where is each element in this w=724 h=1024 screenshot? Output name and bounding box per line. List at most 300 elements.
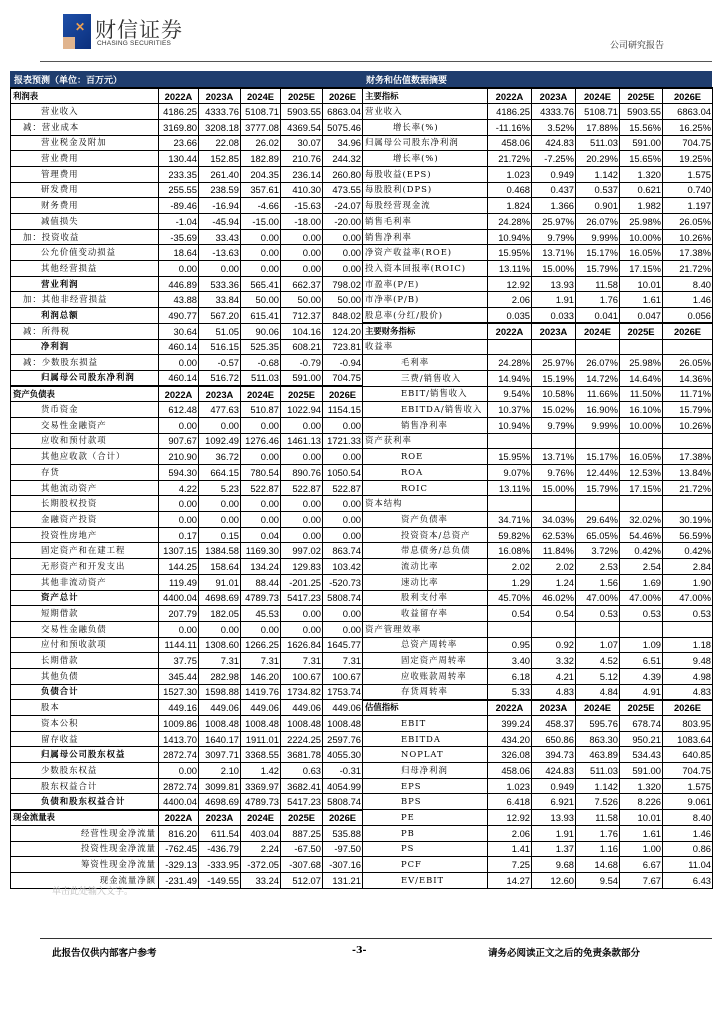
value-cell: 565.41	[241, 276, 281, 292]
value-cell: 1008.48	[199, 716, 241, 732]
value-cell: 16.90%	[576, 402, 620, 418]
table-row	[11, 747, 363, 763]
value-cell: 6.67	[620, 857, 663, 873]
row-label: 投资性现金净流量	[11, 841, 159, 857]
table-row	[363, 810, 713, 826]
row-label: 股利支付率	[363, 590, 488, 606]
row-label: 净资产收益率(ROE)	[363, 245, 488, 261]
value-cell: 511.03	[241, 370, 281, 386]
value-cell: -13.63	[199, 245, 241, 261]
row-label: 投资性房地产	[11, 527, 159, 543]
row-label: 投资资本/总资产	[363, 527, 488, 543]
row-label: 增长率(%)	[363, 119, 488, 135]
value-cell: 0.00	[281, 527, 323, 543]
value-cell: 10.01	[620, 276, 663, 292]
value-cell: 50.00	[281, 292, 323, 308]
value-cell: 1461.13	[281, 433, 323, 449]
value-cell: 24.28%	[488, 355, 532, 371]
row-label: 资产负债表	[11, 386, 159, 402]
value-cell: 91.01	[199, 574, 241, 590]
row-label: PE	[363, 810, 488, 826]
value-cell: 1.142	[576, 166, 620, 182]
value-cell: 62.53%	[532, 527, 576, 543]
row-label: 收益率	[363, 339, 488, 355]
value-cell: 2.06	[488, 292, 532, 308]
value-cell: 5903.55	[620, 104, 663, 120]
row-label: 投入资本回报率(ROIC)	[363, 261, 488, 277]
table-row	[363, 574, 713, 590]
row-label: 减：所得税	[11, 323, 159, 339]
row-label: 销售净利率	[363, 229, 488, 245]
value-cell: 0.00	[281, 245, 323, 261]
value-cell: 9.76%	[532, 465, 576, 481]
row-label: 速动比率	[363, 574, 488, 590]
row-label: 主要财务指标	[363, 323, 488, 339]
year-header-cell: 2026E	[323, 88, 363, 104]
table-row	[11, 700, 363, 716]
value-cell: 26.02	[241, 135, 281, 151]
value-cell: 65.05%	[576, 527, 620, 543]
value-cell: 446.89	[159, 276, 199, 292]
year-header-cell: 2024E	[241, 88, 281, 104]
table-row	[11, 543, 363, 559]
value-cell: 4400.04	[159, 590, 199, 606]
value-cell: 490.77	[159, 308, 199, 324]
value-cell: 0.00	[159, 763, 199, 779]
value-cell: 1.320	[620, 166, 663, 182]
value-cell: 144.25	[159, 559, 199, 575]
value-cell: 516.15	[199, 339, 241, 355]
value-cell: -372.05	[241, 857, 281, 873]
value-cell: 798.02	[323, 276, 363, 292]
value-cell: 1008.48	[241, 716, 281, 732]
table-row	[363, 355, 713, 371]
value-cell: 12.53%	[620, 465, 663, 481]
value-cell: 1.142	[576, 778, 620, 794]
value-cell: 1.16	[576, 841, 620, 857]
value-cell: 11.58	[576, 810, 620, 826]
table-row	[363, 119, 713, 135]
row-label: 货币资金	[11, 402, 159, 418]
value-cell: 14.27	[488, 872, 532, 888]
value-cell: 15.00%	[532, 480, 576, 496]
table-row	[11, 417, 363, 433]
row-label: 负债和股东权益合计	[11, 794, 159, 810]
value-cell: 210.76	[281, 151, 323, 167]
value-cell: 25.98%	[620, 355, 663, 371]
value-cell: 17.38%	[663, 245, 713, 261]
value-cell: 997.02	[281, 543, 323, 559]
value-cell: -18.00	[281, 214, 323, 230]
value-cell: 704.75	[663, 135, 713, 151]
row-label: 交易性金融资产	[11, 417, 159, 433]
row-label: 营业收入	[11, 104, 159, 120]
table-row	[363, 135, 713, 151]
value-cell: 30.07	[281, 135, 323, 151]
value-cell: 0.621	[620, 182, 663, 198]
table-row	[363, 151, 713, 167]
value-cell: 449.06	[199, 700, 241, 716]
row-label: 市盈率(P/E)	[363, 276, 488, 292]
table-row	[363, 104, 713, 120]
table-row	[363, 825, 713, 841]
year-header-cell: 2025E	[281, 810, 323, 826]
value-cell: 1.023	[488, 166, 532, 182]
value-cell: 11.84%	[532, 543, 576, 559]
row-label: 每股股利(DPS)	[363, 182, 488, 198]
placeholder-watermark: 单击此处输入文字。	[52, 887, 134, 897]
value-cell: 15.02%	[532, 402, 576, 418]
value-cell: 3.32	[532, 653, 576, 669]
value-cell: 104.16	[281, 323, 323, 339]
row-label: 归属母公司股东净利润	[363, 135, 488, 151]
row-label: 少数股东权益	[11, 763, 159, 779]
value-cell: 1753.74	[323, 684, 363, 700]
value-cell: 0.047	[620, 308, 663, 324]
year-header-cell: 2024E	[241, 810, 281, 826]
value-cell: 1.24	[532, 574, 576, 590]
footer-disclaimer-left: 此报告仅供内部客户参考	[52, 948, 157, 959]
value-cell: 0.00	[199, 621, 241, 637]
value-cell: 1169.30	[241, 543, 281, 559]
row-label: 筹资性现金净流量	[11, 857, 159, 873]
row-label: 金融资产投资	[11, 512, 159, 528]
value-cell: 863.30	[576, 731, 620, 747]
value-cell: 1.824	[488, 198, 532, 214]
value-cell: 848.02	[323, 308, 363, 324]
value-cell: 20.29%	[576, 151, 620, 167]
table-row	[363, 449, 713, 465]
row-label: 净利润	[11, 339, 159, 355]
value-cell: 0.15	[199, 527, 241, 543]
value-cell: 3681.78	[281, 747, 323, 763]
row-label: NOPLAT	[363, 747, 488, 763]
row-label: 资产获利率	[363, 433, 488, 449]
value-cell: 24.28%	[488, 214, 532, 230]
table-row	[11, 684, 363, 700]
value-cell: 5417.23	[281, 590, 323, 606]
table-row	[11, 590, 363, 606]
value-cell: 14.68	[576, 857, 620, 873]
value-cell: 21.72%	[663, 261, 713, 277]
value-cell: 0.42%	[620, 543, 663, 559]
row-label: 毛利率	[363, 355, 488, 371]
value-cell: 124.20	[323, 323, 363, 339]
value-cell: 0.54	[488, 606, 532, 622]
value-cell: 516.72	[199, 370, 241, 386]
year-header-cell: 2022A	[159, 386, 199, 402]
value-cell: -35.69	[159, 229, 199, 245]
value-cell: 0.00	[323, 229, 363, 245]
value-cell: 22.08	[199, 135, 241, 151]
value-cell: 0.00	[323, 606, 363, 622]
value-cell: 0.949	[532, 778, 576, 794]
value-cell: 152.85	[199, 151, 241, 167]
value-cell: 13.11%	[488, 480, 532, 496]
table-row	[363, 292, 713, 308]
table-row	[363, 339, 713, 355]
value-cell: 1022.94	[281, 402, 323, 418]
value-cell: 26.07%	[576, 355, 620, 371]
row-label: 增长率(%)	[363, 151, 488, 167]
value-cell: 863.74	[323, 543, 363, 559]
table-row	[363, 794, 713, 810]
value-cell: 662.37	[281, 276, 323, 292]
table-row	[11, 245, 363, 261]
value-cell: 15.19%	[532, 370, 576, 386]
value-cell: 15.00%	[532, 261, 576, 277]
value-cell: 6.51	[620, 653, 663, 669]
table-row	[363, 182, 713, 198]
table-row	[363, 527, 713, 543]
value-cell: -67.50	[281, 841, 323, 857]
table-row	[363, 480, 713, 496]
value-cell: 449.06	[281, 700, 323, 716]
value-cell: 4789.73	[241, 794, 281, 810]
value-cell	[488, 433, 532, 449]
value-cell: 16.25%	[663, 119, 713, 135]
value-cell: 0.00	[241, 229, 281, 245]
value-cell: -149.55	[199, 872, 241, 888]
row-label: EPS	[363, 778, 488, 794]
table-row	[11, 559, 363, 575]
row-label: EV/EBIT	[363, 872, 488, 888]
table-row	[11, 449, 363, 465]
value-cell: 1721.33	[323, 433, 363, 449]
value-cell: 14.72%	[576, 370, 620, 386]
value-cell: 1.09	[620, 637, 663, 653]
value-cell: 2.54	[620, 559, 663, 575]
value-cell: 5.12	[576, 668, 620, 684]
row-label: 利润总额	[11, 308, 159, 324]
table-row	[363, 841, 713, 857]
table-row	[363, 370, 713, 386]
value-cell: 567.20	[199, 308, 241, 324]
row-label: 加：投资收益	[11, 229, 159, 245]
row-label: 存货	[11, 465, 159, 481]
value-cell: 261.40	[199, 166, 241, 182]
value-cell: 9.79%	[532, 229, 576, 245]
value-cell: 255.55	[159, 182, 199, 198]
value-cell: 0.00	[241, 496, 281, 512]
value-cell: 2.53	[576, 559, 620, 575]
page-number: -3-	[352, 945, 367, 956]
value-cell: 16.05%	[620, 245, 663, 261]
value-cell: 473.55	[323, 182, 363, 198]
footer-disclaimer-right: 请务必阅读正文之后的免责条款部分	[488, 948, 641, 959]
table-row	[11, 857, 363, 873]
value-cell: 236.14	[281, 166, 323, 182]
value-cell: -762.45	[159, 841, 199, 857]
value-cell: 1.982	[620, 198, 663, 214]
value-cell: 1.320	[620, 778, 663, 794]
year-header-cell: 2022A	[159, 810, 199, 826]
value-cell: 424.83	[532, 763, 576, 779]
value-cell: 0.00	[159, 261, 199, 277]
table-row	[11, 119, 363, 135]
value-cell: 2597.76	[323, 731, 363, 747]
value-cell: 0.033	[532, 308, 576, 324]
table-row	[363, 543, 713, 559]
value-cell: 25.97%	[532, 355, 576, 371]
value-cell: 6.18	[488, 668, 532, 684]
value-cell: 611.54	[199, 825, 241, 841]
row-label: 营业税金及附加	[11, 135, 159, 151]
value-cell: 88.44	[241, 574, 281, 590]
table-row	[363, 465, 713, 481]
value-cell: 449.06	[323, 700, 363, 716]
value-cell: 158.64	[199, 559, 241, 575]
value-cell: 890.76	[281, 465, 323, 481]
value-cell: 0.00	[281, 606, 323, 622]
value-cell: 704.75	[663, 763, 713, 779]
value-cell: 434.20	[488, 731, 532, 747]
value-cell: 594.30	[159, 465, 199, 481]
value-cell	[620, 621, 663, 637]
value-cell: 12.44%	[576, 465, 620, 481]
value-cell: 3169.80	[159, 119, 199, 135]
forecast-table-title: 报表预测（单位：百万元）	[10, 71, 362, 87]
value-cell: -520.73	[323, 574, 363, 590]
value-cell: 10.94%	[488, 229, 532, 245]
table-row	[11, 621, 363, 637]
value-cell: 100.67	[281, 668, 323, 684]
value-cell: 4400.04	[159, 794, 199, 810]
value-cell: 5108.71	[241, 104, 281, 120]
value-cell: 3099.81	[199, 778, 241, 794]
value-cell: 14.36%	[663, 370, 713, 386]
table-row	[11, 512, 363, 528]
value-cell: 17.38%	[663, 449, 713, 465]
value-cell: 0.00	[159, 355, 199, 371]
value-cell	[576, 339, 620, 355]
row-label: 主要指标	[363, 88, 488, 104]
value-cell: 608.21	[281, 339, 323, 355]
value-cell: 0.86	[663, 841, 713, 857]
table-row	[11, 841, 363, 857]
table-row	[11, 794, 363, 810]
table-row	[11, 480, 363, 496]
value-cell: -89.46	[159, 198, 199, 214]
value-cell: 522.87	[241, 480, 281, 496]
value-cell: 29.64%	[576, 512, 620, 528]
value-cell: 30.64	[159, 323, 199, 339]
value-cell: 1.61	[620, 292, 663, 308]
row-label: 应收账款周转率	[363, 668, 488, 684]
table-row	[363, 668, 713, 684]
summary-table-title: 财务和估值数据摘要	[362, 71, 712, 87]
value-cell: 30.19%	[663, 512, 713, 528]
value-cell: 13.71%	[532, 449, 576, 465]
row-label: 销售毛利率	[363, 214, 488, 230]
value-cell: 0.00	[323, 245, 363, 261]
row-label: 归属母公司股东权益	[11, 747, 159, 763]
value-cell	[620, 496, 663, 512]
value-cell: 12.60	[532, 872, 576, 888]
value-cell: 3369.97	[241, 778, 281, 794]
value-cell	[663, 496, 713, 512]
value-cell: 21.72%	[663, 480, 713, 496]
value-cell: 0.00	[241, 621, 281, 637]
year-header-cell: 2026E	[323, 386, 363, 402]
value-cell: 15.95%	[488, 245, 532, 261]
value-cell: 0.00	[323, 417, 363, 433]
value-cell: 4.83	[532, 684, 576, 700]
value-cell: 34.03%	[532, 512, 576, 528]
value-cell: 4369.54	[281, 119, 323, 135]
value-cell: 449.06	[241, 700, 281, 716]
value-cell: 0.04	[241, 527, 281, 543]
value-cell: 1.023	[488, 778, 532, 794]
value-cell: 650.86	[532, 731, 576, 747]
row-label: ROIC	[363, 480, 488, 496]
value-cell: 4.91	[620, 684, 663, 700]
value-cell: 522.87	[323, 480, 363, 496]
value-cell: 803.95	[663, 716, 713, 732]
table-row	[11, 574, 363, 590]
value-cell: 14.64%	[620, 370, 663, 386]
value-cell: 13.11%	[488, 261, 532, 277]
row-label: 其他负债	[11, 668, 159, 684]
section-header-row	[363, 700, 713, 716]
table-row	[363, 276, 713, 292]
value-cell: 15.79%	[576, 480, 620, 496]
value-cell: 131.21	[323, 872, 363, 888]
value-cell: 1008.48	[281, 716, 323, 732]
value-cell: 1009.86	[159, 716, 199, 732]
value-cell: 33.43	[199, 229, 241, 245]
table-row	[11, 825, 363, 841]
year-header-cell: 2026E	[663, 323, 713, 339]
year-header-cell: 2025E	[620, 700, 663, 716]
value-cell: 0.00	[323, 261, 363, 277]
table-row	[363, 433, 713, 449]
value-cell: 0.00	[241, 449, 281, 465]
table-row	[363, 261, 713, 277]
table-row	[363, 747, 713, 763]
value-cell: 1911.01	[241, 731, 281, 747]
row-label: BPS	[363, 794, 488, 810]
value-cell: 9.07%	[488, 465, 532, 481]
value-cell: 1.46	[663, 292, 713, 308]
value-cell: 50.00	[323, 292, 363, 308]
valuation-summary-table	[362, 87, 713, 889]
table-row	[11, 104, 363, 120]
value-cell: 4.83	[663, 684, 713, 700]
value-cell: 394.73	[532, 747, 576, 763]
value-cell: 15.95%	[488, 449, 532, 465]
row-label: 公允价值变动损益	[11, 245, 159, 261]
row-label: 管理费用	[11, 166, 159, 182]
value-cell: 46.02%	[532, 590, 576, 606]
value-cell: 282.98	[199, 668, 241, 684]
value-cell: 5108.71	[576, 104, 620, 120]
value-cell: 0.00	[323, 512, 363, 528]
row-label: 股息率(分红/股价)	[363, 308, 488, 324]
value-cell: 260.80	[323, 166, 363, 182]
value-cell: -7.25%	[532, 151, 576, 167]
year-header-cell: 2024E	[241, 386, 281, 402]
value-cell: 45.53	[241, 606, 281, 622]
year-header-cell: 2022A	[488, 700, 532, 716]
value-cell: 0.00	[281, 261, 323, 277]
value-cell: 7.67	[620, 872, 663, 888]
row-label: 应收和预付款项	[11, 433, 159, 449]
value-cell: 0.00	[159, 512, 199, 528]
row-label: 其他应收款（合计）	[11, 449, 159, 465]
table-row	[11, 668, 363, 684]
value-cell: -15.63	[281, 198, 323, 214]
